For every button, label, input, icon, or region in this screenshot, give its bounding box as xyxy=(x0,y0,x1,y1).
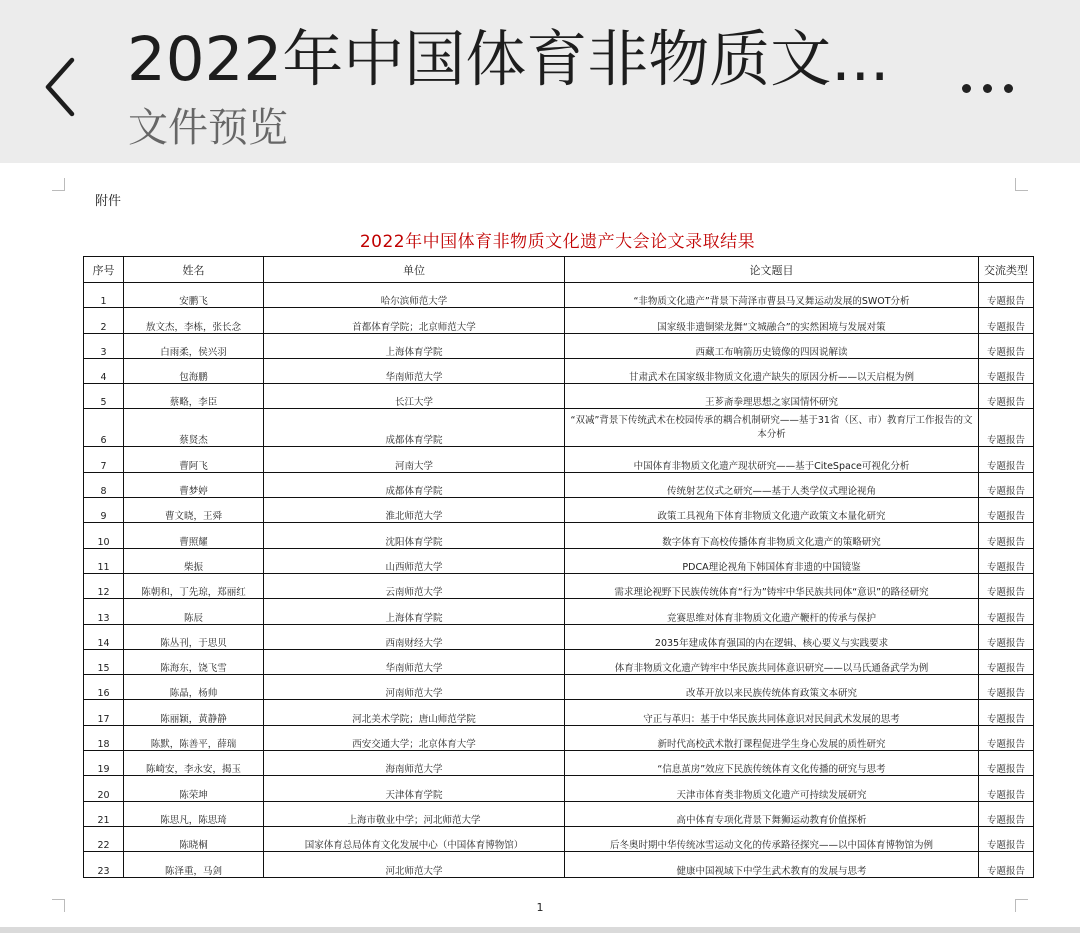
table-row xyxy=(84,826,1034,851)
presentation-type: 专题报告 xyxy=(979,358,1034,383)
paper-title: 王芗斋拳理思想之家国情怀研究 xyxy=(565,384,979,409)
table-row xyxy=(84,624,1034,649)
paper-title: 守正与革归：基于中华民族共同体意识对民间武术发展的思考 xyxy=(565,700,979,725)
presentation-type: 专题报告 xyxy=(979,751,1034,776)
affiliation: 河南师范大学 xyxy=(264,675,565,700)
paper-title: 后冬奥时期中华传统冰雪运动文化的传承路径探究——以中国体育博物馆为例 xyxy=(565,826,979,851)
presentation-type: 专题报告 xyxy=(979,852,1034,877)
presentation-type: 专题报告 xyxy=(979,384,1034,409)
author-names: 白雨柔，侯兴羽 xyxy=(124,333,264,358)
table-row xyxy=(84,358,1034,383)
crop-mark xyxy=(52,178,65,191)
row-index: 22 xyxy=(84,826,124,851)
presentation-type: 专题报告 xyxy=(979,599,1034,624)
paper-title: 西藏工布响箭历史镜像的四因说解读 xyxy=(565,333,979,358)
row-index: 21 xyxy=(84,801,124,826)
affiliation: 成都体育学院 xyxy=(264,472,565,497)
author-names: 曹照耀 xyxy=(124,523,264,548)
presentation-type: 专题报告 xyxy=(979,283,1034,308)
paper-title: 健康中国视域下中学生武术教育的发展与思考 xyxy=(565,852,979,877)
affiliation: 国家体育总局体育文化发展中心（中国体育博物馆） xyxy=(264,826,565,851)
paper-title: 传统射艺仪式之研究——基于人类学仪式理论视角 xyxy=(565,472,979,497)
affiliation: 沈阳体育学院 xyxy=(264,523,565,548)
presentation-type: 专题报告 xyxy=(979,523,1034,548)
row-index: 23 xyxy=(84,852,124,877)
table-row xyxy=(84,649,1034,674)
author-names: 陈辰 xyxy=(124,599,264,624)
affiliation: 天津体育学院 xyxy=(264,776,565,801)
author-names: 陈海东，饶飞雪 xyxy=(124,649,264,674)
row-index: 17 xyxy=(84,700,124,725)
presentation-type: 专题报告 xyxy=(979,548,1034,573)
more-options-button[interactable] xyxy=(950,66,1030,110)
column-header-paper-title: 论文题目 xyxy=(565,257,979,283)
affiliation: 西安交通大学；北京体育大学 xyxy=(264,725,565,750)
table-row xyxy=(84,700,1034,725)
paper-title: 竞赛思维对体育非物质文化遗产鞭杆的传承与保护 xyxy=(565,599,979,624)
row-index: 6 xyxy=(84,409,124,447)
presentation-type: 专题报告 xyxy=(979,801,1034,826)
paper-title: 新时代高校武术散打课程促进学生身心发展的质性研究 xyxy=(565,725,979,750)
table-row xyxy=(84,548,1034,573)
more-dot-icon xyxy=(1004,84,1013,93)
paper-title: PDCA理论视角下韩国体育非遗的中国镜鉴 xyxy=(565,548,979,573)
presentation-type: 专题报告 xyxy=(979,725,1034,750)
author-names: 陈思凡，陈思琦 xyxy=(124,801,264,826)
author-names: 陈晓桐 xyxy=(124,826,264,851)
document-page[interactable] xyxy=(0,163,1080,927)
row-index: 12 xyxy=(84,573,124,598)
page-number: 1 xyxy=(536,901,544,914)
paper-title: 数字体育下高校传播体育非物质文化遗产的策略研究 xyxy=(565,523,979,548)
presentation-type: 专题报告 xyxy=(979,447,1034,472)
paper-title: 政策工具视角下体育非物质文化遗产政策文本量化研究 xyxy=(565,498,979,523)
affiliation: 上海体育学院 xyxy=(264,333,565,358)
affiliation: 河南大学 xyxy=(264,447,565,472)
paper-title: 需求理论视野下民族传统体育“行为”铸牢中华民族共同体“意识”的路径研究 xyxy=(565,573,979,598)
paper-title: “双减”背景下传统武术在校园传承的耦合机制研究——基于31省（区、市）教育厅工作报告的文本分析 xyxy=(565,409,979,447)
column-header-type: 交流类型 xyxy=(979,257,1034,283)
file-preview-label: 文件预览 xyxy=(128,105,288,151)
affiliation: 河北师范大学 xyxy=(264,852,565,877)
affiliation: 哈尔滨师范大学 xyxy=(264,283,565,308)
affiliation: 上海体育学院 xyxy=(264,599,565,624)
row-index: 5 xyxy=(84,384,124,409)
paper-title: 体育非物质文化遗产铸牢中华民族共同体意识研究——以马氏通备武学为例 xyxy=(565,649,979,674)
paper-title: 甘肃武术在国家级非物质文化遗产缺失的原因分析——以天启棍为例 xyxy=(565,358,979,383)
presentation-type: 专题报告 xyxy=(979,498,1034,523)
table-row xyxy=(84,308,1034,333)
affiliation: 西南财经大学 xyxy=(264,624,565,649)
author-names: 陈崎安，李永安，揭玉 xyxy=(124,751,264,776)
chevron-left-icon xyxy=(38,52,86,122)
paper-title: 中国体育非物质文化遗产现状研究——基于CiteSpace可视化分析 xyxy=(565,447,979,472)
table-header-row xyxy=(84,257,1034,283)
table-row xyxy=(84,283,1034,308)
row-index: 3 xyxy=(84,333,124,358)
more-dot-icon xyxy=(962,84,971,93)
row-index: 1 xyxy=(84,283,124,308)
results-table xyxy=(83,256,1034,878)
presentation-type: 专题报告 xyxy=(979,649,1034,674)
author-names: 蔡贤杰 xyxy=(124,409,264,447)
affiliation: 河北美术学院；唐山师范学院 xyxy=(264,700,565,725)
affiliation: 上海市敬业中学；河北师范大学 xyxy=(264,801,565,826)
author-names: 曹梦婷 xyxy=(124,472,264,497)
column-header-name: 姓名 xyxy=(124,257,264,283)
row-index: 14 xyxy=(84,624,124,649)
table-row xyxy=(84,725,1034,750)
presentation-type: 专题报告 xyxy=(979,573,1034,598)
author-names: 陈朝和，丁先琼，郑丽红 xyxy=(124,573,264,598)
paper-title: “信息茧房”效应下民族传统体育文化传播的研究与思考 xyxy=(565,751,979,776)
table-row xyxy=(84,573,1034,598)
table-row xyxy=(84,409,1034,447)
presentation-type: 专题报告 xyxy=(979,624,1034,649)
presentation-type: 专题报告 xyxy=(979,333,1034,358)
row-index: 11 xyxy=(84,548,124,573)
author-names: 柴振 xyxy=(124,548,264,573)
document-title: 2022年中国体育非物质文化遗产大会论文录取结果 xyxy=(359,232,756,252)
row-index: 7 xyxy=(84,447,124,472)
presentation-type: 专题报告 xyxy=(979,409,1034,447)
presentation-type: 专题报告 xyxy=(979,675,1034,700)
author-names: 安鹏飞 xyxy=(124,283,264,308)
presentation-type: 专题报告 xyxy=(979,776,1034,801)
author-names: 蔡略，李臣 xyxy=(124,384,264,409)
table-row xyxy=(84,472,1034,497)
affiliation: 淮北师范大学 xyxy=(264,498,565,523)
author-names: 曹阿飞 xyxy=(124,447,264,472)
paper-title: “非物质文化遗产”背景下菏泽市曹县马叉舞运动发展的SWOT分析 xyxy=(565,283,979,308)
row-index: 16 xyxy=(84,675,124,700)
affiliation: 华南师范大学 xyxy=(264,649,565,674)
crop-mark xyxy=(1015,178,1028,191)
column-header-index: 序号 xyxy=(84,257,124,283)
row-index: 13 xyxy=(84,599,124,624)
column-header-unit: 单位 xyxy=(264,257,565,283)
author-names: 陈丛刊，于思贝 xyxy=(124,624,264,649)
presentation-type: 专题报告 xyxy=(979,472,1034,497)
affiliation: 华南师范大学 xyxy=(264,358,565,383)
affiliation: 山西师范大学 xyxy=(264,548,565,573)
file-title: 2022年中国体育非物质文... xyxy=(127,24,890,95)
table-row xyxy=(84,675,1034,700)
presentation-type: 专题报告 xyxy=(979,308,1034,333)
row-index: 20 xyxy=(84,776,124,801)
app-header xyxy=(0,0,1080,163)
author-names: 陈晶，杨帅 xyxy=(124,675,264,700)
table-row xyxy=(84,852,1034,877)
table-row xyxy=(84,751,1034,776)
paper-title: 天津市体育类非物质文化遗产可持续发展研究 xyxy=(565,776,979,801)
affiliation: 首都体育学院；北京师范大学 xyxy=(264,308,565,333)
affiliation: 云南师范大学 xyxy=(264,573,565,598)
row-index: 2 xyxy=(84,308,124,333)
affiliation: 长江大学 xyxy=(264,384,565,409)
author-names: 陈丽颖，黄静静 xyxy=(124,700,264,725)
row-index: 19 xyxy=(84,751,124,776)
presentation-type: 专题报告 xyxy=(979,700,1034,725)
more-dot-icon xyxy=(983,84,992,93)
back-button[interactable] xyxy=(38,52,86,122)
author-names: 陈默，陈善平，薛瑞 xyxy=(124,725,264,750)
paper-title: 改革开放以来民族传统体育政策文本研究 xyxy=(565,675,979,700)
row-index: 15 xyxy=(84,649,124,674)
row-index: 9 xyxy=(84,498,124,523)
table-row xyxy=(84,523,1034,548)
paper-title: 高中体育专项化背景下舞狮运动教育价值探析 xyxy=(565,801,979,826)
table-row xyxy=(84,384,1034,409)
row-index: 10 xyxy=(84,523,124,548)
table-row xyxy=(84,801,1034,826)
author-names: 包海鹏 xyxy=(124,358,264,383)
author-names: 曹文晓，王舜 xyxy=(124,498,264,523)
table-row xyxy=(84,498,1034,523)
attachment-label: 附件 xyxy=(95,194,122,209)
affiliation: 海南师范大学 xyxy=(264,751,565,776)
paper-title: 2035年建成体育强国的内在逻辑、核心要义与实践要求 xyxy=(565,624,979,649)
affiliation: 成都体育学院 xyxy=(264,409,565,447)
table-body xyxy=(84,283,1034,878)
author-names: 陈泽重，马剑 xyxy=(124,852,264,877)
row-index: 18 xyxy=(84,725,124,750)
presentation-type: 专题报告 xyxy=(979,826,1034,851)
table-row xyxy=(84,333,1034,358)
author-names: 敖文杰，李栋，张长念 xyxy=(124,308,264,333)
row-index: 4 xyxy=(84,358,124,383)
table-row xyxy=(84,447,1034,472)
author-names: 陈荣坤 xyxy=(124,776,264,801)
table-row xyxy=(84,599,1034,624)
paper-title: 国家级非遗铜梁龙舞“文城融合”的实然困境与发展对策 xyxy=(565,308,979,333)
row-index: 8 xyxy=(84,472,124,497)
bottom-bar xyxy=(0,927,1080,933)
table-row xyxy=(84,776,1034,801)
